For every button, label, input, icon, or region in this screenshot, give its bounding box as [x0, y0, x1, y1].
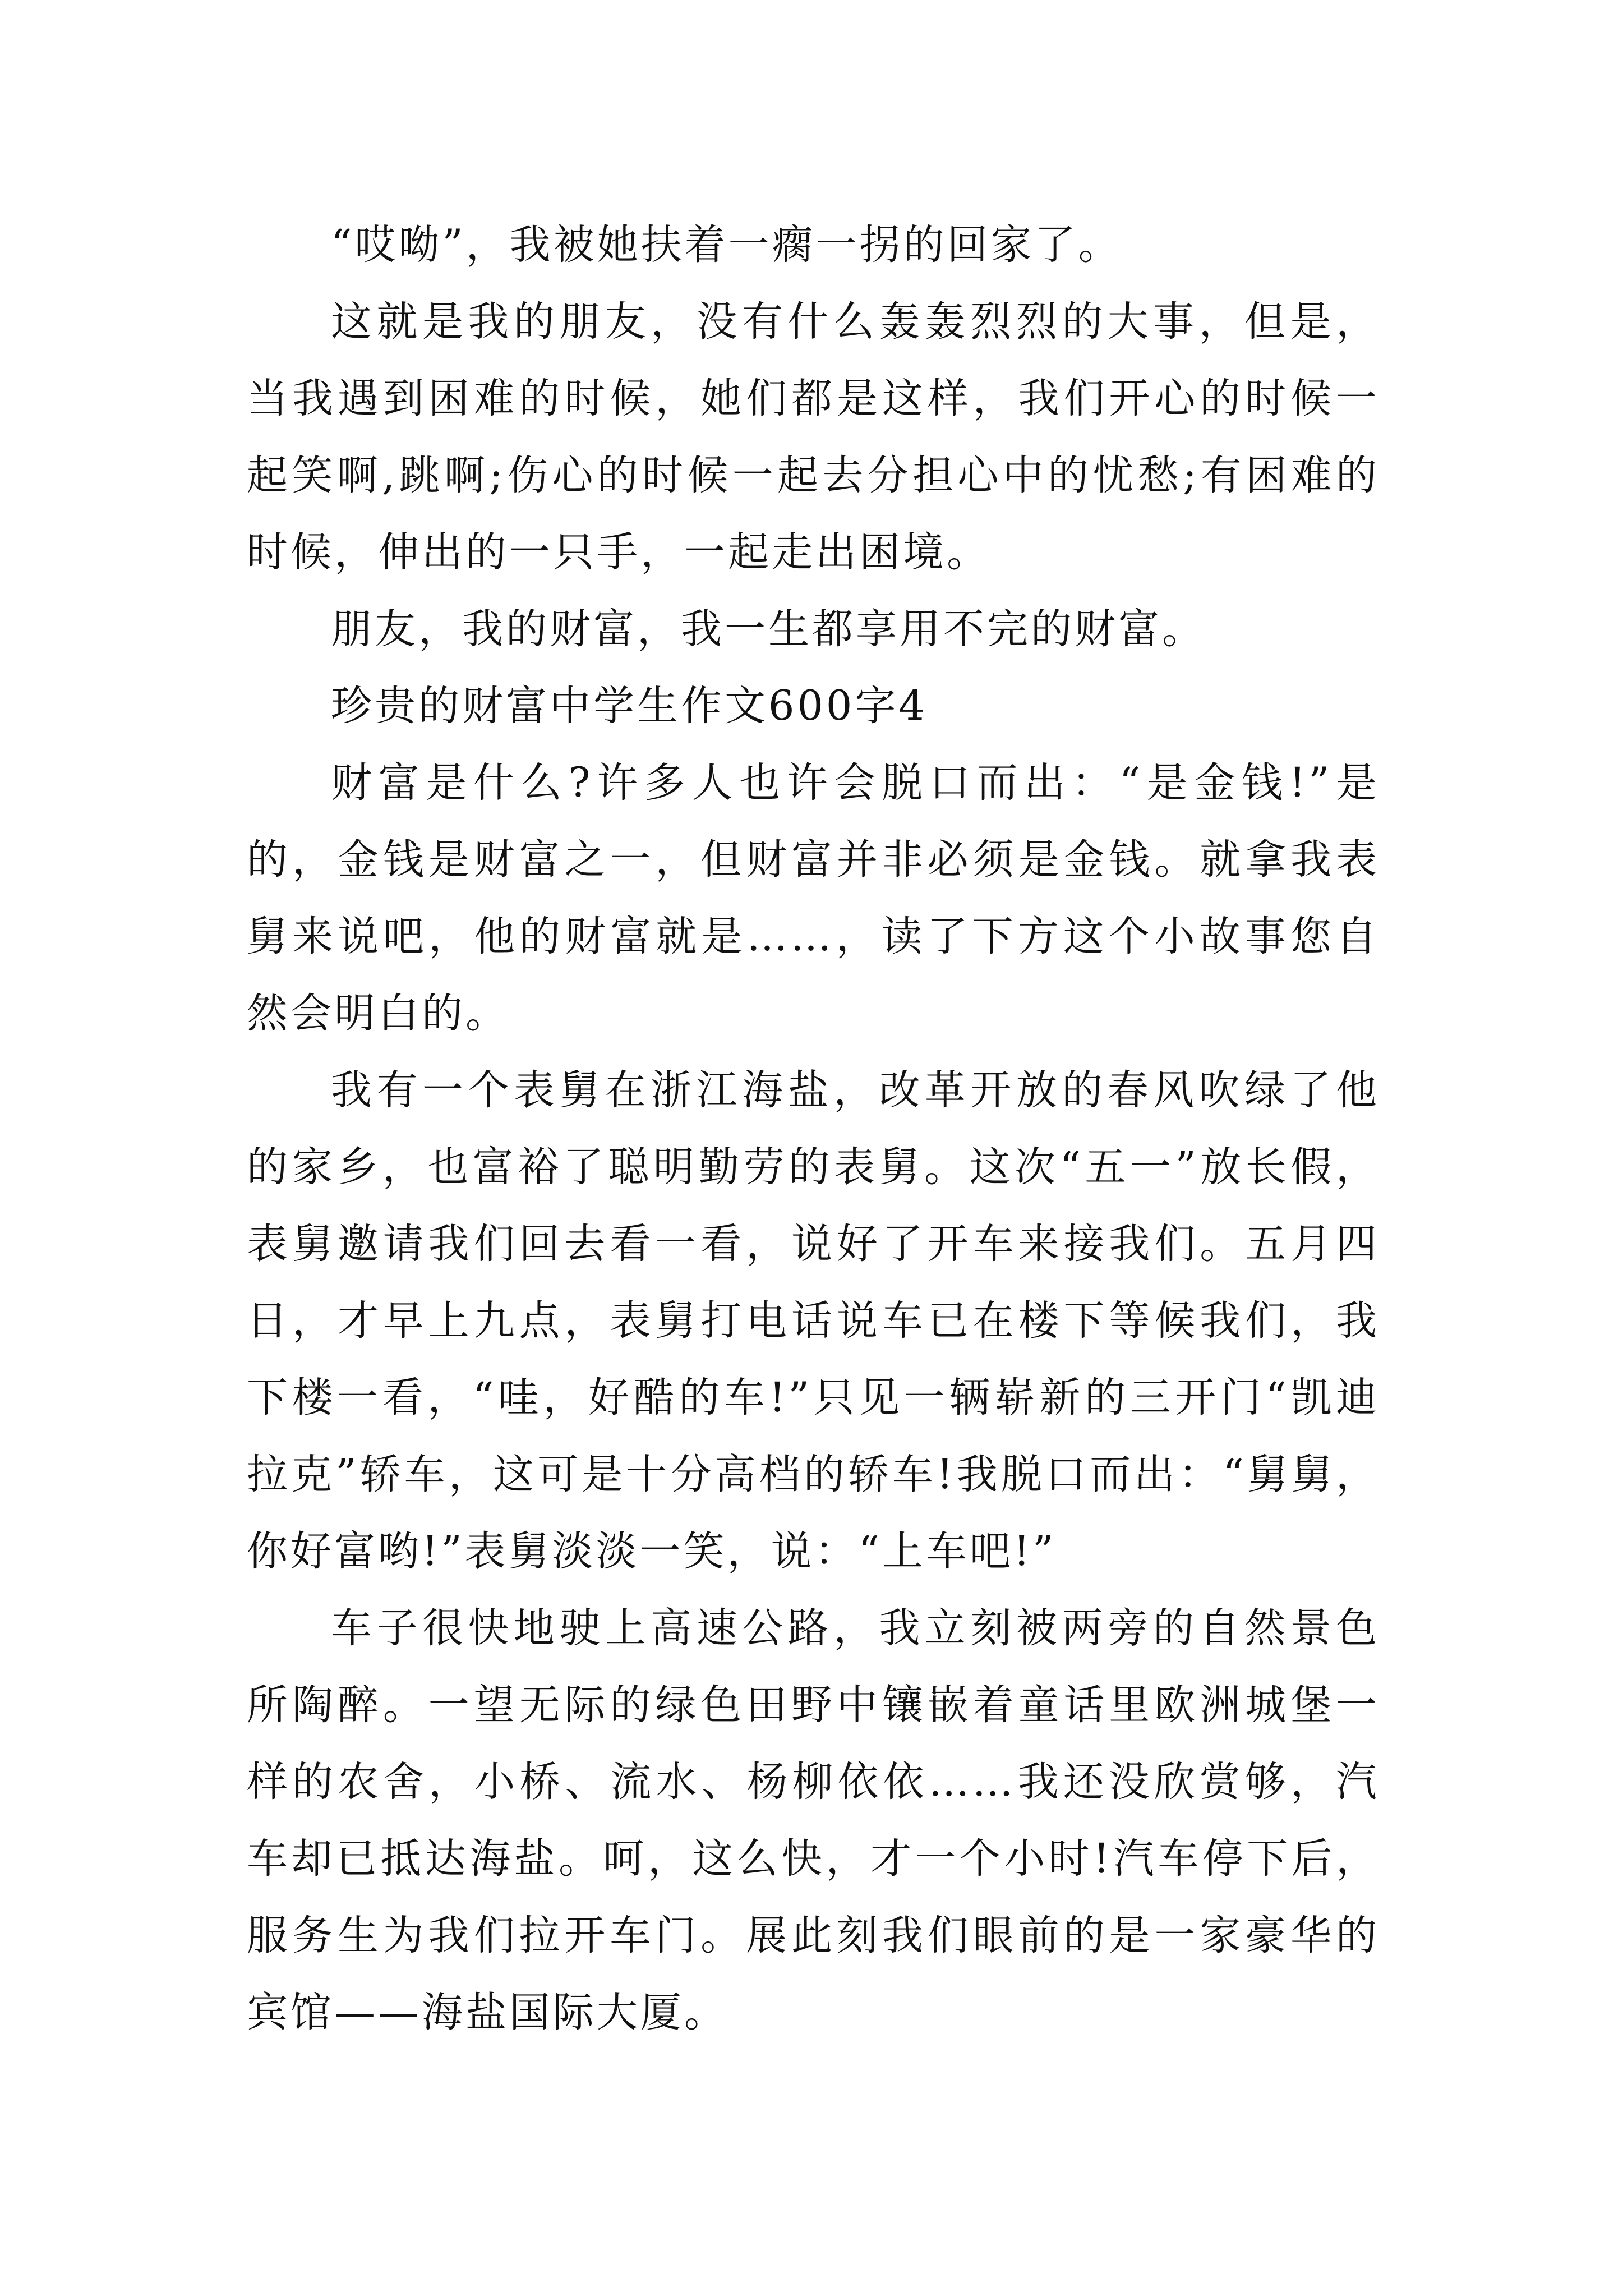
paragraph-5: 财富是什么?许多人也许会脱口而出：“是金钱!”是的，金钱是财富之一，但财富并非必须是金钱。就拿我表舅来说吧，他的财富就是……，读了下方这个小故事您自然会明白的。	[247, 759, 1380, 1037]
paragraph-6: 我有一个表舅在浙江海盐，改革开放的春风吹绿了他的家乡，也富裕了聪明勤劳的表舅。这次“五一”放长假，表舅邀请我们回去看一看，说好了开车来接我们。五月四日，才早上九点，表舅打电话说车已在楼下等候我们，我下楼一看，“哇，好酷的车!”只见一辆崭新的三开门“凯迪拉克”轿车，这可是十分高档的轿车!我脱口而出：“舅舅，你好富哟!”表舅淡淡一笑，说：“上车吧!”	[247, 1066, 1380, 1575]
paragraph-7: 车子很快地驶上高速公路，我立刻被两旁的自然景色所陶醉。一望无际的绿色田野中镶嵌着童话里欧洲城堡一样的农舍，小桥、流水、杨柳依依……我还没欣赏够，汽车却已抵达海盐。呵，这么快，才一个小时!汽车停下后，服务生为我们拉开车门。展此刻我们眼前的是一家豪华的宾馆——海盐国际大厦。	[247, 1604, 1380, 2036]
essay-heading: 珍贵的财富中学生作文600字4	[331, 682, 928, 730]
paragraph-3: 朋友，我的财富，我一生都享用不完的财富。	[331, 605, 1206, 653]
paragraph-2: 这就是我的朋友，没有什么轰轰烈烈的大事，但是，当我遇到困难的时候，她们都是这样，我们开心的时候一起笑啊,跳啊;伤心的时候一起去分担心中的忧愁;有困难的时候，伸出的一只手，一起走出困境。	[247, 298, 1380, 576]
paragraph-1: “哎呦”，我被她扶着一瘸一拐的回家了。	[331, 221, 1122, 269]
essay-text	[247, 206, 1380, 2051]
